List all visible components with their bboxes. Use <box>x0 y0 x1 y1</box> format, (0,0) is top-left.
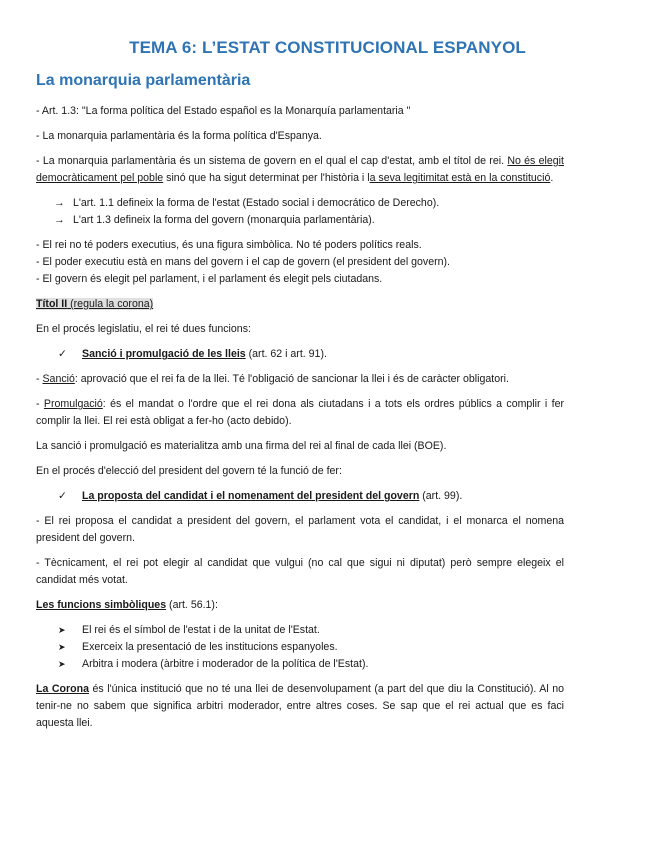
right-arrow-icon: → <box>54 214 65 226</box>
triangle-bullet-icon: ➤ <box>58 625 66 635</box>
checkmark-icon: ✓ <box>58 490 67 502</box>
arrow-item-text: L'art. 1.1 defineix la forma de l'estat (Estado social i democrático de Derecho). <box>73 197 440 209</box>
checkmark-icon: ✓ <box>58 348 67 360</box>
check-item-sancio <box>58 346 564 363</box>
paragraph-govern-elegit: - El govern és elegit pel parlament, i el parlament és elegit pels ciutadans. <box>36 273 383 285</box>
paragraph-tecnicament: - Tècnicament, el rei pot elegir al candidat que vulgui (no cal que sigui ni diputat) però sempre elegeix el candidat més votat. <box>36 557 564 586</box>
heading-titol-ii <box>36 296 564 313</box>
corona-label: La Corona <box>36 683 89 695</box>
titol-ii-label: Títol II <box>36 298 68 310</box>
paragraph-rei-poders: - El rei no té poders executius, és una figura simbòlica. No té poders polítics reals. <box>36 239 422 251</box>
check-item-bold: La proposta del candidat i el nomenament del president del govern <box>82 490 420 502</box>
paragraph-proposa: - El rei proposa el candidat a president del govern, el parlament vota el candidat, i el monarca el nomena president del govern. <box>36 515 564 544</box>
sistema-text-b: sinó que ha sigut determinat per l'història i l <box>163 172 370 184</box>
paragraph-corona <box>36 681 564 732</box>
promulgacio-label: Promulgació <box>43 398 103 410</box>
document-title: TEMA 6: L’ESTAT CONSTITUCIONAL ESPANYOL <box>129 38 526 57</box>
funcions-rest: (art. 56.1): <box>166 599 218 611</box>
paragraph-firma: La sanció i promulgació es materialitza amb una firma del rei al final de cada llei (BOE). <box>36 440 447 452</box>
arrow-item <box>54 212 564 229</box>
bullet-item-text: Arbitra i modera (àrbitre i moderador de la política de l'Estat). <box>82 658 369 670</box>
titol-ii-highlight <box>36 298 153 310</box>
titol-ii-rest: (regula la corona) <box>67 298 154 310</box>
paragraph-sancio: - Sanció: aprovació que el rei fa de la llei. Té l'obligació de sancionar la llei i és de caràcter obligatori. <box>36 373 509 385</box>
section-heading-monarquia: La monarquia parlamentària <box>36 72 251 89</box>
corona-text: és l'única institució que no té una llei de desenvolupament (a part del que diu la Constitució). Al no tenir-ne no sabem que significa arbitri moderador, entre altres coses. Se sap que el rei actual que es faci aquesta llei. <box>36 683 564 729</box>
paragraph-poder-executiu: - El poder executiu està en mans del govern i el cap de govern (el president del govern). <box>36 256 450 268</box>
check-item-proposta <box>58 488 564 505</box>
paragraph-art13: - Art. 1.3: "La forma política del Estado español es la Monarquía parlamentaria " <box>36 105 411 117</box>
paragraph-promulgacio: - Promulgació: és el mandat o l'ordre que el rei dona als ciutadans i a tots els ordres públics a complir i fer complir la llei. El rei està obligat a fer-ho (acto debido). <box>36 398 564 427</box>
sancio-text: : aprovació que el rei fa de la llei. Té l'obligació de sancionar la llei i és de caràcter obligatori. <box>74 373 509 385</box>
sistema-underline-2: a seva legitimitat està en la constitució <box>369 172 551 184</box>
heading-funcions-simboliques <box>36 597 564 614</box>
promulgacio-text: : és el mandat o l'ordre que el rei dona als ciutadans i a tots els ordres públics a complir i fer complir la llei. El rei està obligat a fer-ho (acto debido). <box>36 398 564 427</box>
bullet-item <box>58 622 564 639</box>
funcions-label: Les funcions simbòliques <box>36 599 167 611</box>
bullet-item <box>58 639 564 656</box>
bullet-item-text: El rei és el símbol de l'estat i de la unitat de l'Estat. <box>82 624 320 636</box>
triangle-bullet-icon: ➤ <box>58 659 66 669</box>
bullet-list <box>58 622 564 673</box>
arrow-item-text: L'art 1.3 defineix la forma del govern (monarquia parlamentària). <box>73 214 375 226</box>
bullet-item-text: Exerceix la presentació de les institucions espanyoles. <box>82 641 338 653</box>
sistema-text-c: . <box>550 172 554 184</box>
paragraph-forma-politica: - La monarquia parlamentària és la forma política d'Espanya. <box>36 130 322 142</box>
sistema-text-a: - La monarquia parlamentària és un sistema de govern en el qual el cap d'estat, amb el títol de rei. <box>36 155 505 167</box>
right-arrow-icon: → <box>54 197 65 209</box>
triangle-bullet-icon: ➤ <box>58 642 66 652</box>
document-body <box>36 103 564 740</box>
check-item-rest: (art. 62 i art. 91). <box>245 348 327 360</box>
paragraph-proces-legislatiu: En el procés legislatiu, el rei té dues funcions: <box>36 323 251 335</box>
sancio-label: Sanció <box>42 373 75 385</box>
sistema-underline-1: No és elegit democràticament pel poble <box>36 155 564 184</box>
arrow-list <box>54 195 564 229</box>
bullet-item <box>58 656 564 673</box>
arrow-item <box>54 195 564 212</box>
check-item-bold: Sanció i promulgació de les lleis <box>82 348 246 360</box>
check-item-rest: (art. 99). <box>419 490 463 502</box>
paragraph-eleccio: En el procés d'elecció del president del govern té la funció de fer: <box>36 465 342 477</box>
paragraph-sistema <box>36 153 564 187</box>
